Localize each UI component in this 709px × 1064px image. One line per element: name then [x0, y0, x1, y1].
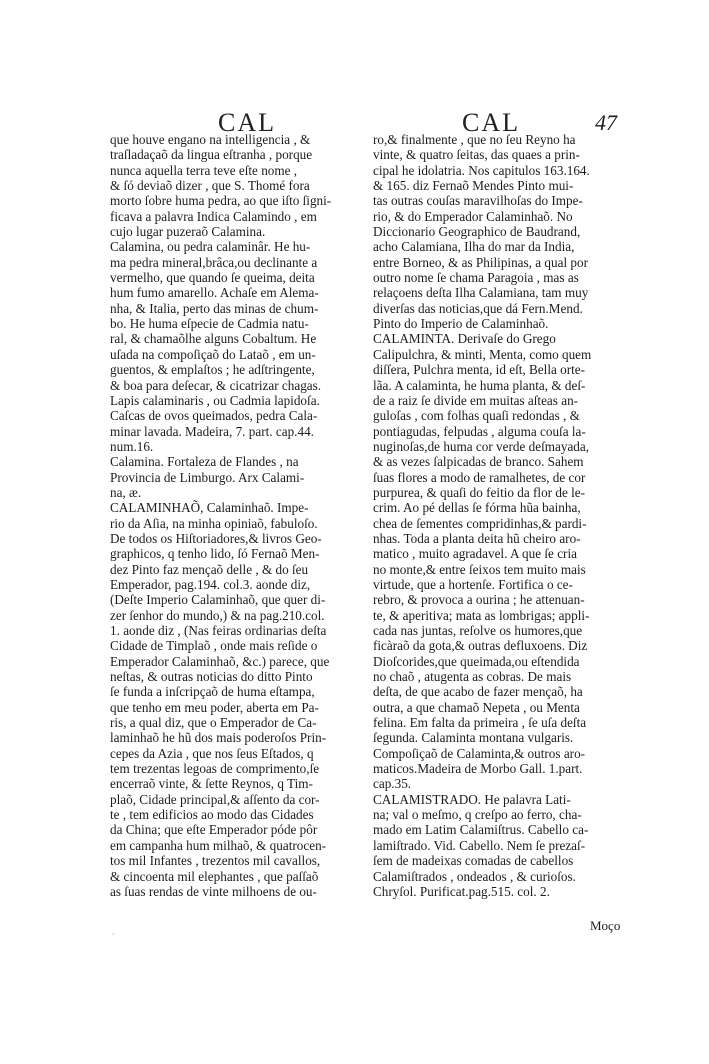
text-line: Emperador, pag.194. col.3. aonde diz, — [110, 576, 311, 592]
text-line: as ſuas rendas de vinte milhoens de ou- — [110, 883, 317, 899]
text-line: 1. aonde diz , (Nas feiras ordinarias deſta — [110, 623, 327, 638]
text-line: ficàraõ da gota,& outras defluxoens. Diz — [373, 638, 588, 654]
text-line: Chryſol. Purificat.pag.515. col. 2. — [373, 883, 550, 899]
text-line: purpurea, & quaſi do feitio da flor de le- — [373, 484, 586, 500]
text-line: relaçoens deſta Ilha Calamiana, tam muy — [373, 285, 589, 301]
running-header-right: CAL — [462, 108, 520, 137]
text-line: ſe funda a inſcripçaõ de huma eſtampa, — [110, 684, 315, 700]
text-line: matico , muito agradavel. A que ſe cria — [373, 546, 577, 562]
text-line: & as vezes ſalpicadas de branco. Sahem — [373, 454, 584, 470]
text-line: Calamina, ou pedra calaminâr. He hu- — [110, 239, 311, 255]
text-line: lamiſtrado. Vid. Cabello. Nem ſe prezaſ- — [373, 837, 586, 853]
running-header-left: CAL — [218, 108, 276, 137]
text-line: & cincoenta mil elephantes , que paſſaõ — [110, 868, 319, 884]
text-line: ral, & chamaõlhe alguns Cobaltum. He — [110, 331, 317, 347]
text-line: bo. He huma eſpecie de Cadmia natu- — [110, 316, 309, 332]
text-line: dez Pinto faz mençaõ delle , & do ſeu — [110, 561, 309, 577]
text-line: ſuas flores a modo de ramalhetes, de cor — [373, 469, 586, 485]
text-line: guentos, & emplaſtos ; he adſtringente, — [110, 362, 315, 378]
text-line: vinte, & quatro ſeitas, das quaes a prin- — [373, 147, 580, 163]
right-text-column — [373, 132, 613, 899]
text-line: CALAMISTRADO. He palavra Lati- — [373, 791, 571, 807]
text-line: Emperador Calaminhaõ, &c.) parece, que — [110, 653, 330, 669]
text-line: hum fumo amarello. Achaſe em Alema- — [110, 285, 319, 301]
text-line: cipal he idolatria. Nos capitulos 163.164. — [373, 162, 590, 178]
text-line: outro nome ſe chama Paragoia , mas as — [373, 270, 579, 286]
text-line: cap.35. — [373, 776, 412, 792]
text-line: nhas. Toda a planta deita hũ cheiro aro- — [373, 530, 581, 546]
text-line: que houve engano na intelligencia , & — [110, 132, 311, 147]
text-line: Pinto do Imperio de Calaminhaõ. — [373, 316, 549, 332]
text-line: chea de ſementes compridinhas,& pardi- — [373, 515, 587, 531]
text-line: ſegunda. Calaminta montana vulgaris. — [373, 730, 574, 746]
text-line: De todos os Hiſtoriadores,& livros Geo- — [110, 530, 322, 546]
text-line: Calipulchra, & minti, Menta, como quem — [373, 346, 592, 362]
text-line: ris, a qual diz, que o Emperador de Ca- — [110, 715, 317, 731]
text-line: deſta, de que acabo de fazer mençaõ, ha — [373, 684, 583, 700]
catchword: Moço — [590, 918, 621, 933]
text-line: na, æ. — [110, 484, 142, 500]
text-line: Calamina. Fortaleza de Flandes , na — [110, 454, 299, 470]
text-line: guloſas , com folhas quaſi redondas , & — [373, 408, 580, 424]
text-line: mado em Latim Calamiſtrus. Cabello ca- — [373, 822, 589, 838]
text-line: encerraõ vinte, & ſette Reynos, q Tim- — [110, 776, 313, 792]
page-number: 47 — [595, 110, 617, 135]
text-line: ſem de madeixas comadas de cabellos — [373, 853, 574, 869]
text-line: Calamiſtrados , ondeados , & curioſos. — [373, 868, 576, 884]
text-line: Lapis calaminaris , ou Cadmia lapidoſa. — [110, 392, 320, 408]
text-line: ficava a palavra Indica Calamindo , em — [110, 208, 317, 224]
text-line: acho Calamiana, Ilha do mar da India, — [373, 239, 575, 255]
text-line: rio, & do Emperador Calaminhaõ. No — [373, 208, 573, 224]
text-line: felina. Em falta da primeira , ſe uſa deſta — [373, 715, 587, 731]
text-line: & ſó deviaõ dizer , que S. Thomé fora — [110, 178, 310, 194]
text-line: morto ſobre huma pedra, ao que iſto ſigni- — [110, 193, 332, 209]
text-line: maticos.Madeira de Morbo Gall. 1.part. — [373, 761, 583, 777]
text-line: Compoſiçaõ de Calaminta,& outros aro- — [373, 745, 586, 761]
text-line: & 165. diz Fernaõ Mendes Pinto mui- — [373, 178, 574, 194]
text-line: rebro, & provoca a ourina ; he attenuan- — [373, 592, 585, 608]
text-line: lãa. A calaminta, he huma planta, & deſ- — [373, 377, 586, 393]
text-line: no monte,& entre ſeixos tem muito mais — [373, 561, 586, 577]
text-line: diverſas das noticias,que dá Fern.Mend. — [373, 300, 583, 316]
text-line: Dioſcorides,que queimada,ou eſtendida — [373, 653, 580, 669]
text-line: neſtas, & outras noticias do ditto Pinto — [110, 669, 313, 685]
text-line: zer ſenhor do mundo,) & na pag.210.col. — [110, 607, 325, 623]
text-line: tas outras couſas maravilhoſas do Impe- — [373, 193, 583, 209]
text-line: outra, a que chamaõ Nepeta , ou Menta — [373, 699, 580, 715]
text-line: tos mil Infantes , trezentos mil cavallos, — [110, 853, 321, 869]
text-line: na; val o meſmo, q creſpo ao ferro, cha- — [373, 807, 582, 823]
text-line: CALAMINHAÕ, Calaminhaõ. Impe- — [110, 500, 309, 516]
text-line: rio da Aſia, na minha opiniaõ, fabuloſo. — [110, 515, 318, 531]
text-line: ma pedra mineral,brâca,ou declinante a — [110, 254, 318, 270]
text-line: entre Borneo, & as Philipinas, a qual por — [373, 254, 588, 270]
text-line: no chaõ , atugenta as cobras. De mais — [373, 669, 572, 685]
text-line: que tenho em meu poder, aberta em Pa- — [110, 699, 319, 715]
text-line: nunca aquella terra teve eſte nome , — [110, 162, 298, 178]
text-line: da China; que eſte Emperador póde pôr — [110, 822, 318, 838]
text-line: plaõ, Cidade principal,& aſſento da cor- — [110, 791, 320, 807]
text-line: te , tem edificios ao modo das Cidades — [110, 807, 314, 823]
text-line: crim. Ao pé dellas ſe fórma hũa bainha, — [373, 500, 581, 516]
text-line: graphicos, q tenho lido, ſó Fernaõ Men- — [110, 546, 320, 562]
text-line: nha, & Italia, perto das minas de chum- — [110, 300, 319, 316]
text-line: minar lavada. Madeira, 7. part. cap.44. — [110, 423, 314, 439]
text-line: num.16. — [110, 438, 154, 454]
text-line: ro,& finalmente , que no ſeu Reyno ha — [373, 132, 576, 147]
text-line: Provincia de Limburgo. Arx Calami- — [110, 469, 305, 485]
text-line: virtude, que a hortenſe. Fortifica o ce- — [373, 576, 573, 592]
text-line: cada nas juntas, reſolve os humores,que — [373, 623, 583, 638]
text-line: uſada na compoſiçaõ do Lataõ , em un- — [110, 346, 316, 362]
text-line: traſladaçaõ da lingua eſtranha , porque — [110, 147, 313, 163]
text-line: Caſcas de ovos queimados, pedra Cala- — [110, 408, 318, 424]
text-line: cepes da Azia , que nos ſeus Eſtados, q — [110, 745, 314, 761]
text-line: tem trezentas legoas de comprimento,ſe — [110, 761, 320, 777]
text-line: de a raiz ſe divide em muitas aſteas an- — [373, 392, 579, 408]
text-line: Diccionario Geographico de Baudrand, — [373, 224, 581, 240]
left-text-column — [110, 132, 363, 899]
text-line: em campanha hum milhaõ, & quatrocen- — [110, 837, 327, 853]
text-line: (Deſte Imperio Calaminhaõ, que quer di- — [110, 592, 326, 608]
text-line: nuginoſas,de huma cor verde deſmayada, — [373, 438, 590, 454]
text-line: pontiagudas, felpudas , alguma couſa la- — [373, 423, 586, 439]
text-line: & boa para deſecar, & cicatrizar chagas. — [110, 377, 322, 393]
text-line: laminhaõ he hũ dos mais poderoſos Prin- — [110, 730, 327, 746]
text-line: diſſera, Pulchra menta, id eſt, Bella orte- — [373, 362, 586, 378]
text-line: Cidade de Timplaõ , onde mais reſide o — [110, 638, 318, 654]
text-line: vermelho, que quando ſe queima, deita — [110, 270, 315, 286]
text-line: te, & aperitiva; mata as lombrigas; appli- — [373, 607, 590, 623]
text-line: CALAMINTA. Derivaſe do Grego — [373, 331, 556, 347]
ink-speck: · — [112, 930, 115, 939]
text-line: cujo lugar puzeraõ Calamina. — [110, 224, 266, 240]
